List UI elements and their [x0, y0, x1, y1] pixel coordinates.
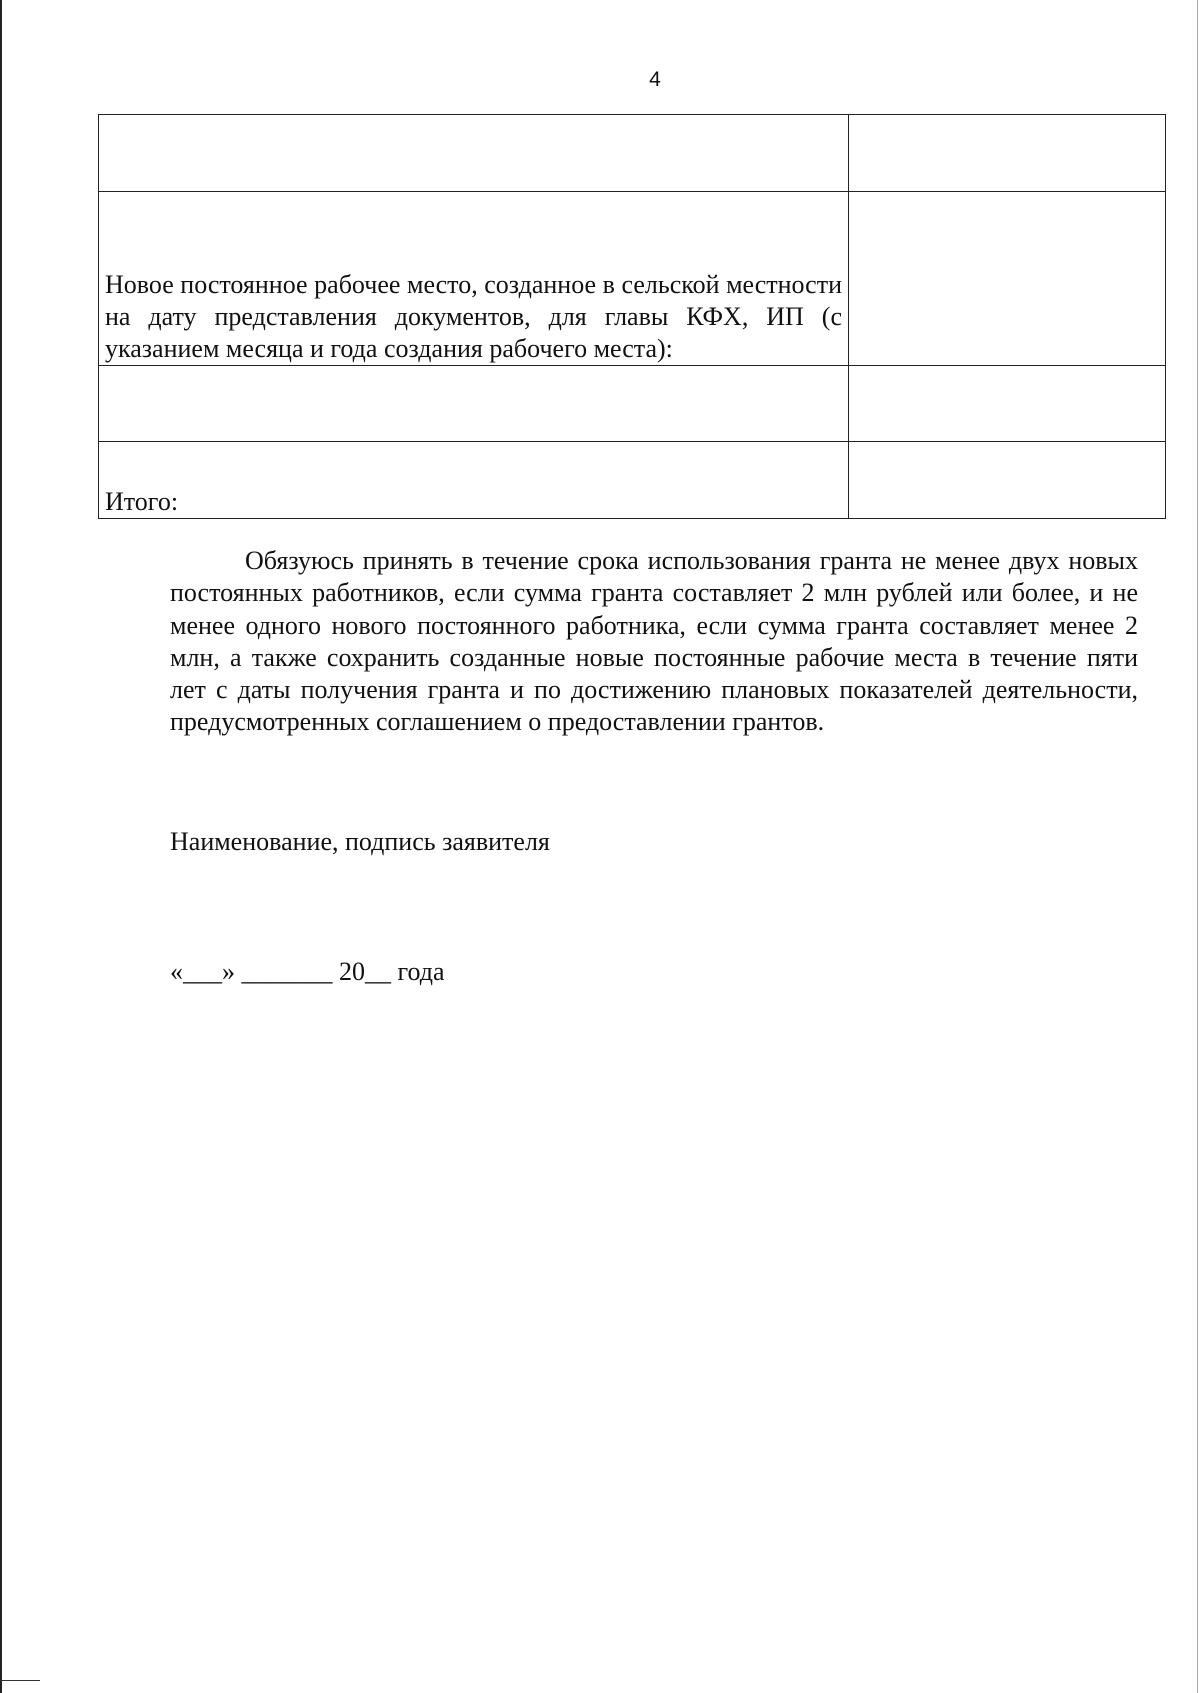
table-cell-label — [99, 366, 849, 442]
table-cell-total-label: Итого: — [99, 442, 849, 519]
table-cell-label: Новое постоянное рабочее место, созданное в сельской местности на дату представления документов, для главы КФХ, ИП (с указанием месяца и года создания рабочего места): — [99, 192, 849, 366]
table-row — [99, 366, 1166, 442]
table-cell-total-value — [849, 442, 1166, 519]
page-number: 4 — [649, 68, 661, 91]
table-cell-value — [849, 115, 1166, 192]
scan-edge-left — [0, 0, 2, 1693]
table-cell-label — [99, 115, 849, 192]
table-cell-value — [849, 192, 1166, 366]
scan-edge-right — [1197, 0, 1198, 1693]
table-row — [99, 442, 1166, 519]
pledge-paragraph: Обязуюсь принять в течение срока использования гранта не менее двух новых постоянных работников, если сумма гранта составляет 2 млн рублей или более, и не менее одного нового постоянного работника, если сумма гранта составляет менее 2 млн, а также сохранить созданные новые постоянные рабочие места в течение пяти лет с даты получения гранта и по достижению плановых показателей деятельности, предусмотренных соглашением о предоставлении грантов. — [170, 546, 1138, 737]
scan-mark — [0, 1680, 40, 1681]
applicant-signature-label: Наименование, подпись заявителя — [170, 827, 550, 856]
date-line: «___» _______ 20__ года — [170, 957, 445, 986]
table-cell-value — [849, 366, 1166, 442]
workplaces-table — [98, 114, 1166, 519]
table-row — [99, 192, 1166, 366]
table-row — [99, 115, 1166, 192]
